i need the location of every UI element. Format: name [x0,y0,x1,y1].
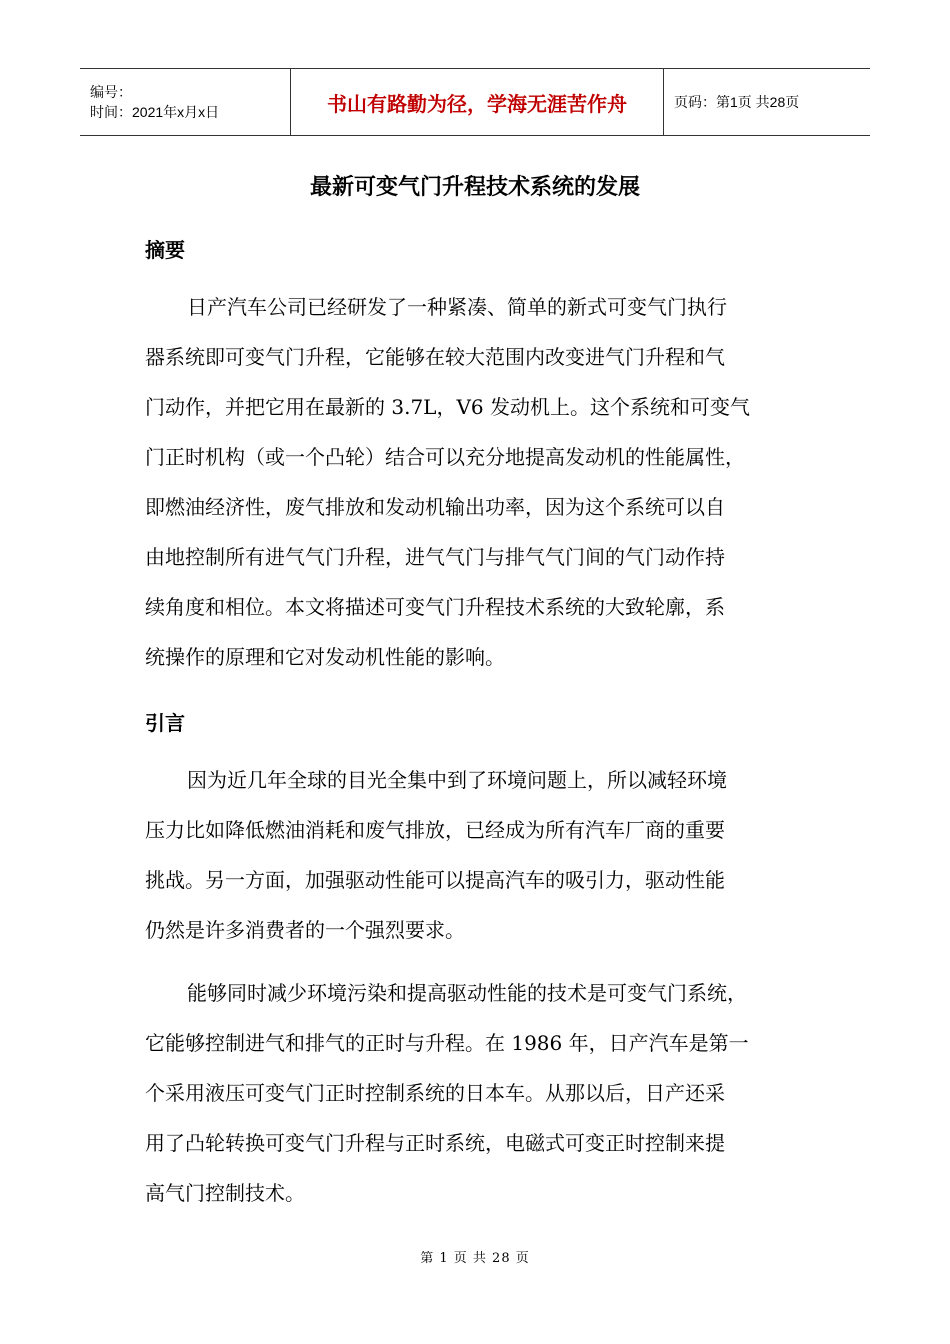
document-title: 最新可变气门升程技术系统的发展 [309,175,640,200]
page-footer: 第 1 页 共 28 页 [420,1251,530,1266]
document-time-label: 时间：2021年x月x日 [90,104,220,120]
abstract-paragraph [145,282,825,682]
document-number-label: 编号： [90,84,132,100]
paragraph-line: 高气门控制技术。 [145,1181,305,1205]
paragraph-line: 压力比如降低燃油消耗和废气排放，已经成为所有汽车厂商的重要 [145,818,725,842]
paragraph-line: 门动作，并把它用在最新的 3.7L，V6 发动机上。这个系统和可变气 [145,395,750,419]
header-meta [80,69,291,136]
paragraph-line: 即燃油经济性，废气排放和发动机输出功率，因为这个系统可以自 [145,495,725,519]
intro-paragraph-2 [145,968,825,1218]
header-motto: 书山有路勤为径，学海无涯苦作舟 [291,69,664,136]
paragraph-line: 挑战。另一方面，加强驱动性能可以提高汽车的吸引力，驱动性能 [145,868,725,892]
paragraph-line: 器系统即可变气门升程，它能够在较大范围内改变进气门升程和气 [145,345,725,369]
intro-heading: 引言 [145,711,185,735]
abstract-heading: 摘要 [145,238,185,262]
paragraph-line: 日产汽车公司已经研发了一种紧凑、简单的新式可变气门执行 [187,295,727,319]
paragraph-line: 它能够控制进气和排气的正时与升程。在 1986 年，日产汽车是第一 [145,1031,749,1055]
paragraph-line: 续角度和相位。本文将描述可变气门升程技术系统的大致轮廓，系 [145,595,725,619]
paragraph-line: 用了凸轮转换可变气门升程与正时系统，电磁式可变正时控制来提 [145,1131,725,1155]
document-header [80,68,870,136]
header-page-info: 页码：第1页 共28页 [664,69,871,136]
paragraph-line: 个采用液压可变气门正时控制系统的日本车。从那以后，日产还采 [145,1081,725,1105]
paragraph-line: 因为近几年全球的目光全集中到了环境问题上，所以减轻环境 [187,768,727,792]
paragraph-line: 能够同时减少环境污染和提高驱动性能的技术是可变气门系统， [187,981,747,1005]
intro-paragraph-1 [145,755,825,955]
paragraph-line: 仍然是许多消费者的一个强烈要求。 [145,918,465,942]
paragraph-line: 统操作的原理和它对发动机性能的影响。 [145,645,505,669]
paragraph-line: 由地控制所有进气气门升程，进气气门与排气气门间的气门动作持 [145,545,725,569]
paragraph-line: 门正时机构（或一个凸轮）结合可以充分地提高发动机的性能属性， [145,445,745,469]
